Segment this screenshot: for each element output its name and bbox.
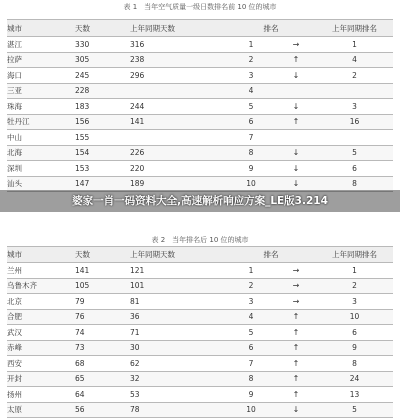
cell-city: 武汉 — [7, 325, 75, 341]
table-row — [7, 387, 393, 403]
cell-city: 兰州 — [7, 263, 75, 279]
cell-rank: 4 — [226, 309, 276, 325]
cell-prev-days: 121 — [130, 263, 226, 279]
cell-prev-rank: 3 — [316, 99, 393, 115]
cell-prev-days: 220 — [130, 161, 226, 177]
column-header-city: 城市 — [7, 247, 75, 263]
cell-prev-rank: 3 — [316, 294, 393, 310]
cell-days: 64 — [75, 387, 130, 403]
cell-rank: 9 — [226, 387, 276, 403]
cell-rank: 4 — [226, 83, 276, 99]
cell-days: 228 — [75, 83, 130, 99]
cell-prev-days: 36 — [130, 309, 226, 325]
cell-prev-rank: 9 — [316, 340, 393, 356]
column-header-rank: 排名 — [226, 20, 316, 37]
cell-prev-rank: 1 — [316, 37, 393, 53]
table-row — [7, 130, 393, 146]
cell-days: 155 — [75, 130, 130, 146]
cell-prev-days: 238 — [130, 52, 226, 68]
cell-city: 扬州 — [7, 387, 75, 403]
cell-prev-days: 71 — [130, 325, 226, 341]
cell-city: 汕头 — [7, 176, 75, 192]
cell-days: 305 — [75, 52, 130, 68]
cell-days: 147 — [75, 176, 130, 192]
table-row — [7, 371, 393, 387]
cell-prev-rank: 2 — [316, 278, 393, 294]
table-row — [7, 99, 393, 115]
cell-prev-days: 32 — [130, 371, 226, 387]
overlay-banner: 婆家一肖一码资料大全,高速解析响应方案_LE版3.214 — [0, 190, 400, 212]
table-header-row — [7, 20, 393, 37]
trend-arrow-icon: ↓ — [276, 176, 316, 192]
cell-days: 141 — [75, 263, 130, 279]
cell-prev-days: 141 — [130, 114, 226, 130]
cell-days: 154 — [75, 145, 130, 161]
cell-prev-days: 189 — [130, 176, 226, 192]
table-row — [7, 340, 393, 356]
trend-arrow-icon: ↑ — [276, 325, 316, 341]
cell-days: 74 — [75, 325, 130, 341]
cell-prev-days: 81 — [130, 294, 226, 310]
cell-rank: 5 — [226, 325, 276, 341]
cell-days: 68 — [75, 356, 130, 372]
cell-prev-days: 30 — [130, 340, 226, 356]
cell-prev-rank: 4 — [316, 52, 393, 68]
cell-days: 73 — [75, 340, 130, 356]
cell-prev-rank: 5 — [316, 145, 393, 161]
cell-days: 156 — [75, 114, 130, 130]
bottom-cities-table — [7, 246, 393, 418]
trend-arrow-icon: ↓ — [276, 145, 316, 161]
table-row — [7, 325, 393, 341]
cell-rank: 7 — [226, 356, 276, 372]
cell-prev-days: 53 — [130, 387, 226, 403]
column-header-rank: 排名 — [226, 247, 316, 263]
cell-rank: 10 — [226, 402, 276, 418]
cell-rank: 6 — [226, 114, 276, 130]
cell-city: 深圳 — [7, 161, 75, 177]
trend-arrow-icon — [276, 130, 316, 146]
cell-prev-rank: 1 — [316, 263, 393, 279]
cell-rank: 6 — [226, 340, 276, 356]
trend-arrow-icon: ↓ — [276, 68, 316, 84]
cell-days: 153 — [75, 161, 130, 177]
cell-prev-rank: 8 — [316, 176, 393, 192]
cell-prev-days — [130, 130, 226, 146]
trend-arrow-icon: ↓ — [276, 161, 316, 177]
trend-arrow-icon: ↑ — [276, 114, 316, 130]
cell-prev-days: 62 — [130, 356, 226, 372]
trend-arrow-icon: ↑ — [276, 356, 316, 372]
cell-rank: 1 — [226, 263, 276, 279]
column-header-days: 天数 — [75, 247, 130, 263]
cell-days: 56 — [75, 402, 130, 418]
cell-days: 183 — [75, 99, 130, 115]
cell-days: 330 — [75, 37, 130, 53]
trend-arrow-icon: → — [276, 294, 316, 310]
cell-city: 太原 — [7, 402, 75, 418]
table-row — [7, 68, 393, 84]
cell-prev-rank — [316, 130, 393, 146]
column-header-prev-days: 上年同期天数 — [130, 247, 226, 263]
cell-prev-days: 296 — [130, 68, 226, 84]
cell-rank: 2 — [226, 278, 276, 294]
cell-rank: 10 — [226, 176, 276, 192]
cell-prev-rank: 24 — [316, 371, 393, 387]
cell-rank: 3 — [226, 68, 276, 84]
top-cities-table — [7, 19, 393, 192]
cell-city: 三亚 — [7, 83, 75, 99]
column-header-prev-days: 上年同期天数 — [130, 20, 226, 37]
cell-days: 76 — [75, 309, 130, 325]
cell-rank: 8 — [226, 145, 276, 161]
cell-rank: 5 — [226, 99, 276, 115]
table-row — [7, 356, 393, 372]
cell-city: 开封 — [7, 371, 75, 387]
cell-city: 合肥 — [7, 309, 75, 325]
cell-city: 赤峰 — [7, 340, 75, 356]
table-row — [7, 37, 393, 53]
table-row — [7, 161, 393, 177]
cell-prev-rank: 16 — [316, 114, 393, 130]
table1-body — [7, 37, 393, 192]
table-row — [7, 278, 393, 294]
trend-arrow-icon — [276, 83, 316, 99]
cell-city: 西安 — [7, 356, 75, 372]
cell-rank: 3 — [226, 294, 276, 310]
trend-arrow-icon: ↓ — [276, 99, 316, 115]
column-header-prev-rank: 上年同期排名 — [316, 20, 393, 37]
cell-prev-rank: 6 — [316, 325, 393, 341]
cell-prev-days: 244 — [130, 99, 226, 115]
cell-days: 65 — [75, 371, 130, 387]
cell-rank: 8 — [226, 371, 276, 387]
cell-city: 湛江 — [7, 37, 75, 53]
table-row — [7, 52, 393, 68]
table2-caption: 表 2 当年排名后 10 位的城市 — [151, 236, 249, 244]
trend-arrow-icon: → — [276, 263, 316, 279]
cell-prev-rank — [316, 83, 393, 99]
trend-arrow-icon: ↑ — [276, 340, 316, 356]
cell-days: 79 — [75, 294, 130, 310]
column-header-prev-rank: 上年同期排名 — [316, 247, 393, 263]
cell-days: 245 — [75, 68, 130, 84]
cell-prev-days: 226 — [130, 145, 226, 161]
cell-prev-rank: 8 — [316, 356, 393, 372]
column-header-days: 天数 — [75, 20, 130, 37]
cell-city: 拉萨 — [7, 52, 75, 68]
cell-days: 105 — [75, 278, 130, 294]
cell-city: 海口 — [7, 68, 75, 84]
trend-arrow-icon: → — [276, 278, 316, 294]
cell-prev-rank: 6 — [316, 161, 393, 177]
cell-rank: 1 — [226, 37, 276, 53]
table1-caption: 表 1 当年空气质量一级日数排名前 10 位的城市 — [123, 3, 277, 11]
cell-city: 北京 — [7, 294, 75, 310]
cell-city: 中山 — [7, 130, 75, 146]
cell-prev-rank: 13 — [316, 387, 393, 403]
cell-prev-rank: 10 — [316, 309, 393, 325]
table-row — [7, 309, 393, 325]
table-row — [7, 83, 393, 99]
cell-rank: 9 — [226, 161, 276, 177]
cell-prev-days — [130, 83, 226, 99]
cell-city: 珠海 — [7, 99, 75, 115]
table-row — [7, 145, 393, 161]
table-row — [7, 402, 393, 418]
cell-rank: 2 — [226, 52, 276, 68]
table2-body — [7, 263, 393, 418]
cell-city: 牡丹江 — [7, 114, 75, 130]
trend-arrow-icon: ↑ — [276, 309, 316, 325]
table-row — [7, 294, 393, 310]
table-row — [7, 114, 393, 130]
table-row — [7, 263, 393, 279]
trend-arrow-icon: ↓ — [276, 402, 316, 418]
trend-arrow-icon: ↑ — [276, 371, 316, 387]
cell-prev-days: 78 — [130, 402, 226, 418]
column-header-city: 城市 — [7, 20, 75, 37]
trend-arrow-icon: ↑ — [276, 387, 316, 403]
cell-prev-days: 101 — [130, 278, 226, 294]
trend-arrow-icon: ↑ — [276, 52, 316, 68]
cell-city: 北海 — [7, 145, 75, 161]
cell-city: 乌鲁木齐 — [7, 278, 75, 294]
cell-prev-rank: 5 — [316, 402, 393, 418]
table-header-row — [7, 247, 393, 263]
cell-prev-rank: 2 — [316, 68, 393, 84]
cell-prev-days: 316 — [130, 37, 226, 53]
cell-rank: 7 — [226, 130, 276, 146]
trend-arrow-icon: → — [276, 37, 316, 53]
